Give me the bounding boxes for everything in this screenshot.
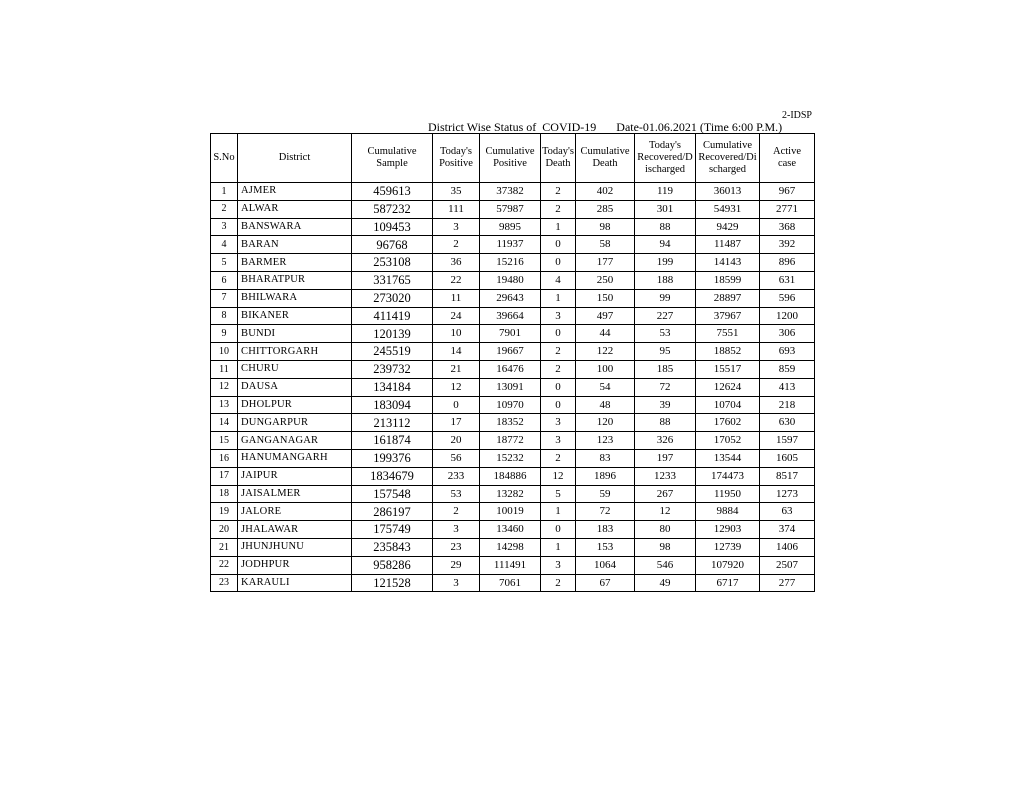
cell-cumulative-positive: 10970 (480, 396, 541, 414)
cell-active-case: 896 (760, 254, 815, 272)
cell-todays-recovered: 227 (635, 307, 696, 325)
cell-cumulative-positive: 111491 (480, 556, 541, 574)
cell-cumulative-recovered: 9884 (696, 503, 760, 521)
table-row (211, 467, 815, 485)
table-row (211, 485, 815, 503)
cell-cumulative-sample: 161874 (352, 432, 433, 450)
col-header-todays-death: Today's Death (541, 134, 576, 183)
cell-district: BARMER (238, 254, 352, 272)
cell-active-case: 2507 (760, 556, 815, 574)
table-row (211, 360, 815, 378)
col-header-sno: S.No (211, 134, 238, 183)
cell-active-case: 1273 (760, 485, 815, 503)
cell-todays-recovered: 199 (635, 254, 696, 272)
table-row (211, 378, 815, 396)
cell-cumulative-positive: 15232 (480, 449, 541, 467)
cell-todays-recovered: 88 (635, 414, 696, 432)
cell-active-case: 859 (760, 360, 815, 378)
cell-cumulative-death: 54 (576, 378, 635, 396)
cell-cumulative-recovered: 12624 (696, 378, 760, 396)
cell-cumulative-death: 122 (576, 343, 635, 361)
cell-district: BIKANER (238, 307, 352, 325)
cell-sno: 2 (211, 200, 238, 218)
cell-todays-recovered: 301 (635, 200, 696, 218)
cell-cumulative-positive: 184886 (480, 467, 541, 485)
col-header-todays-recovered: Today's Recovered/D ischarged (635, 134, 696, 183)
cell-cumulative-positive: 9895 (480, 218, 541, 236)
cell-todays-recovered: 94 (635, 236, 696, 254)
table-row (211, 521, 815, 539)
cell-todays-recovered: 1233 (635, 467, 696, 485)
cell-todays-death: 2 (541, 343, 576, 361)
cell-cumulative-recovered: 13544 (696, 449, 760, 467)
cell-active-case: 630 (760, 414, 815, 432)
cell-cumulative-recovered: 15517 (696, 360, 760, 378)
cell-todays-positive: 10 (433, 325, 480, 343)
report-date: Date-01.06.2021 (Time 6:00 P.M.) (616, 120, 783, 134)
cell-todays-positive: 23 (433, 538, 480, 556)
cell-cumulative-death: 402 (576, 183, 635, 201)
cell-sno: 1 (211, 183, 238, 201)
cell-cumulative-sample: 331765 (352, 271, 433, 289)
table-row (211, 538, 815, 556)
cell-cumulative-sample: 286197 (352, 503, 433, 521)
cell-cumulative-sample: 157548 (352, 485, 433, 503)
cell-cumulative-death: 183 (576, 521, 635, 539)
cell-cumulative-positive: 14298 (480, 538, 541, 556)
table-row (211, 343, 815, 361)
cell-cumulative-death: 98 (576, 218, 635, 236)
cell-cumulative-sample: 459613 (352, 183, 433, 201)
cell-todays-death: 3 (541, 307, 576, 325)
cell-cumulative-positive: 29643 (480, 289, 541, 307)
cell-todays-positive: 14 (433, 343, 480, 361)
cell-todays-recovered: 12 (635, 503, 696, 521)
table-row (211, 183, 815, 201)
cell-cumulative-sample: 121528 (352, 574, 433, 592)
cell-todays-death: 3 (541, 556, 576, 574)
cell-sno: 20 (211, 521, 238, 539)
cell-todays-recovered: 197 (635, 449, 696, 467)
cell-active-case: 693 (760, 343, 815, 361)
cell-cumulative-positive: 13282 (480, 485, 541, 503)
report-code: 2-IDSP (781, 110, 812, 121)
cell-sno: 5 (211, 254, 238, 272)
cell-cumulative-sample: 120139 (352, 325, 433, 343)
cell-todays-recovered: 188 (635, 271, 696, 289)
cell-active-case: 2771 (760, 200, 815, 218)
cell-cumulative-sample: 134184 (352, 378, 433, 396)
cell-todays-positive: 111 (433, 200, 480, 218)
cell-todays-death: 2 (541, 449, 576, 467)
cell-sno: 9 (211, 325, 238, 343)
cell-todays-positive: 2 (433, 236, 480, 254)
cell-active-case: 413 (760, 378, 815, 396)
cell-cumulative-recovered: 28897 (696, 289, 760, 307)
cell-cumulative-positive: 15216 (480, 254, 541, 272)
col-header-cumulative-death: Cumulative Death (576, 134, 635, 183)
cell-todays-death: 0 (541, 521, 576, 539)
cell-district: JODHPUR (238, 556, 352, 574)
cell-active-case: 277 (760, 574, 815, 592)
cell-cumulative-positive: 7061 (480, 574, 541, 592)
cell-cumulative-sample: 235843 (352, 538, 433, 556)
cell-active-case: 306 (760, 325, 815, 343)
cell-todays-death: 2 (541, 574, 576, 592)
cell-cumulative-positive: 10019 (480, 503, 541, 521)
table-row (211, 200, 815, 218)
cell-district: BHILWARA (238, 289, 352, 307)
cell-cumulative-recovered: 107920 (696, 556, 760, 574)
cell-cumulative-sample: 199376 (352, 449, 433, 467)
cell-district: AJMER (238, 183, 352, 201)
cell-cumulative-sample: 213112 (352, 414, 433, 432)
cell-cumulative-positive: 13091 (480, 378, 541, 396)
cell-district: HANUMANGARH (238, 449, 352, 467)
cell-cumulative-sample: 239732 (352, 360, 433, 378)
cell-cumulative-recovered: 6717 (696, 574, 760, 592)
cell-cumulative-positive: 18352 (480, 414, 541, 432)
cell-cumulative-sample: 411419 (352, 307, 433, 325)
cell-cumulative-sample: 587232 (352, 200, 433, 218)
cell-todays-recovered: 326 (635, 432, 696, 450)
table-row (211, 218, 815, 236)
cell-todays-recovered: 267 (635, 485, 696, 503)
cell-district: BARAN (238, 236, 352, 254)
cell-cumulative-recovered: 7551 (696, 325, 760, 343)
cell-cumulative-recovered: 9429 (696, 218, 760, 236)
cell-todays-death: 0 (541, 396, 576, 414)
cell-todays-positive: 35 (433, 183, 480, 201)
cell-district: BUNDI (238, 325, 352, 343)
table-row (211, 414, 815, 432)
table-row (211, 449, 815, 467)
cell-todays-positive: 11 (433, 289, 480, 307)
cell-cumulative-sample: 958286 (352, 556, 433, 574)
cell-sno: 10 (211, 343, 238, 361)
cell-district: BANSWARA (238, 218, 352, 236)
cell-todays-positive: 0 (433, 396, 480, 414)
cell-todays-positive: 56 (433, 449, 480, 467)
cell-todays-death: 3 (541, 432, 576, 450)
cell-cumulative-recovered: 12739 (696, 538, 760, 556)
cell-cumulative-positive: 37382 (480, 183, 541, 201)
cell-cumulative-recovered: 18599 (696, 271, 760, 289)
table-body (211, 183, 815, 592)
cell-todays-positive: 17 (433, 414, 480, 432)
cell-sno: 21 (211, 538, 238, 556)
cell-todays-death: 0 (541, 236, 576, 254)
cell-sno: 12 (211, 378, 238, 396)
col-header-district: District (238, 134, 352, 183)
table-header (211, 134, 815, 183)
cell-cumulative-death: 72 (576, 503, 635, 521)
cell-todays-recovered: 185 (635, 360, 696, 378)
cell-todays-recovered: 119 (635, 183, 696, 201)
cell-cumulative-death: 83 (576, 449, 635, 467)
table-row (211, 236, 815, 254)
cell-cumulative-positive: 39664 (480, 307, 541, 325)
cell-cumulative-death: 100 (576, 360, 635, 378)
cell-active-case: 1605 (760, 449, 815, 467)
cell-cumulative-recovered: 11487 (696, 236, 760, 254)
table-row (211, 574, 815, 592)
cell-cumulative-death: 59 (576, 485, 635, 503)
cell-sno: 19 (211, 503, 238, 521)
cell-todays-death: 5 (541, 485, 576, 503)
cell-sno: 4 (211, 236, 238, 254)
cell-district: JALORE (238, 503, 352, 521)
cell-todays-recovered: 546 (635, 556, 696, 574)
cell-todays-death: 1 (541, 289, 576, 307)
cell-cumulative-death: 250 (576, 271, 635, 289)
table-row (211, 325, 815, 343)
cell-todays-death: 0 (541, 325, 576, 343)
cell-active-case: 374 (760, 521, 815, 539)
cell-sno: 22 (211, 556, 238, 574)
cell-todays-death: 2 (541, 360, 576, 378)
cell-district: BHARATPUR (238, 271, 352, 289)
cell-todays-recovered: 72 (635, 378, 696, 396)
cell-sno: 11 (211, 360, 238, 378)
cell-todays-recovered: 39 (635, 396, 696, 414)
district-status-table (210, 133, 815, 592)
cell-todays-positive: 29 (433, 556, 480, 574)
cell-todays-recovered: 88 (635, 218, 696, 236)
cell-cumulative-positive: 11937 (480, 236, 541, 254)
cell-sno: 8 (211, 307, 238, 325)
cell-todays-positive: 3 (433, 218, 480, 236)
cell-cumulative-recovered: 54931 (696, 200, 760, 218)
cell-todays-death: 1 (541, 503, 576, 521)
cell-cumulative-recovered: 17052 (696, 432, 760, 450)
cell-cumulative-sample: 253108 (352, 254, 433, 272)
cell-cumulative-sample: 175749 (352, 521, 433, 539)
cell-todays-death: 0 (541, 378, 576, 396)
col-header-active-case: Active case (760, 134, 815, 183)
cell-cumulative-recovered: 37967 (696, 307, 760, 325)
cell-cumulative-positive: 57987 (480, 200, 541, 218)
cell-cumulative-sample: 1834679 (352, 467, 433, 485)
cell-active-case: 392 (760, 236, 815, 254)
cell-cumulative-sample: 109453 (352, 218, 433, 236)
cell-todays-recovered: 98 (635, 538, 696, 556)
col-header-cumulative-recovered: Cumulative Recovered/Di scharged (696, 134, 760, 183)
cell-active-case: 596 (760, 289, 815, 307)
cell-district: DUNGARPUR (238, 414, 352, 432)
cell-sno: 3 (211, 218, 238, 236)
cell-district: ALWAR (238, 200, 352, 218)
cell-todays-positive: 2 (433, 503, 480, 521)
table-row (211, 556, 815, 574)
cell-cumulative-death: 1064 (576, 556, 635, 574)
cell-cumulative-death: 150 (576, 289, 635, 307)
cell-todays-positive: 3 (433, 521, 480, 539)
cell-district: GANGANAGAR (238, 432, 352, 450)
cell-district: CHITTORGARH (238, 343, 352, 361)
cell-todays-positive: 53 (433, 485, 480, 503)
cell-cumulative-death: 58 (576, 236, 635, 254)
cell-active-case: 218 (760, 396, 815, 414)
cell-todays-death: 3 (541, 414, 576, 432)
col-header-cumulative-positive: Cumulative Positive (480, 134, 541, 183)
cell-todays-recovered: 95 (635, 343, 696, 361)
cell-cumulative-positive: 19480 (480, 271, 541, 289)
cell-sno: 16 (211, 449, 238, 467)
cell-cumulative-positive: 19667 (480, 343, 541, 361)
cell-todays-positive: 3 (433, 574, 480, 592)
cell-active-case: 1597 (760, 432, 815, 450)
table-row (211, 396, 815, 414)
cell-todays-positive: 22 (433, 271, 480, 289)
cell-todays-death: 1 (541, 538, 576, 556)
cell-active-case: 1200 (760, 307, 815, 325)
cell-cumulative-recovered: 10704 (696, 396, 760, 414)
cell-cumulative-death: 177 (576, 254, 635, 272)
cell-todays-death: 2 (541, 200, 576, 218)
cell-cumulative-positive: 13460 (480, 521, 541, 539)
cell-todays-death: 2 (541, 183, 576, 201)
cell-todays-positive: 36 (433, 254, 480, 272)
cell-todays-positive: 233 (433, 467, 480, 485)
cell-cumulative-positive: 16476 (480, 360, 541, 378)
cell-todays-recovered: 99 (635, 289, 696, 307)
cell-sno: 7 (211, 289, 238, 307)
cell-active-case: 1406 (760, 538, 815, 556)
cell-cumulative-sample: 96768 (352, 236, 433, 254)
cell-todays-recovered: 49 (635, 574, 696, 592)
cell-cumulative-recovered: 36013 (696, 183, 760, 201)
cell-district: DHOLPUR (238, 396, 352, 414)
table-row (211, 254, 815, 272)
table-row (211, 432, 815, 450)
cell-todays-death: 1 (541, 218, 576, 236)
cell-todays-death: 12 (541, 467, 576, 485)
cell-sno: 15 (211, 432, 238, 450)
cell-todays-positive: 24 (433, 307, 480, 325)
cell-district: JHALAWAR (238, 521, 352, 539)
cell-district: KARAULI (238, 574, 352, 592)
cell-district: JAIPUR (238, 467, 352, 485)
cell-cumulative-death: 67 (576, 574, 635, 592)
cell-cumulative-recovered: 18852 (696, 343, 760, 361)
table-row (211, 271, 815, 289)
cell-active-case: 63 (760, 503, 815, 521)
table-row (211, 289, 815, 307)
cell-sno: 14 (211, 414, 238, 432)
cell-cumulative-sample: 183094 (352, 396, 433, 414)
cell-cumulative-recovered: 174473 (696, 467, 760, 485)
cell-district: JAISALMER (238, 485, 352, 503)
cell-sno: 23 (211, 574, 238, 592)
table-row (211, 307, 815, 325)
cell-todays-death: 4 (541, 271, 576, 289)
cell-cumulative-recovered: 11950 (696, 485, 760, 503)
cell-cumulative-recovered: 17602 (696, 414, 760, 432)
cell-todays-recovered: 80 (635, 521, 696, 539)
cell-cumulative-sample: 273020 (352, 289, 433, 307)
cell-cumulative-death: 120 (576, 414, 635, 432)
cell-cumulative-death: 153 (576, 538, 635, 556)
cell-todays-death: 0 (541, 254, 576, 272)
cell-cumulative-death: 497 (576, 307, 635, 325)
cell-sno: 18 (211, 485, 238, 503)
cell-sno: 13 (211, 396, 238, 414)
cell-sno: 17 (211, 467, 238, 485)
cell-cumulative-death: 285 (576, 200, 635, 218)
header-row (211, 134, 815, 183)
cell-todays-positive: 12 (433, 378, 480, 396)
cell-active-case: 368 (760, 218, 815, 236)
cell-active-case: 967 (760, 183, 815, 201)
cell-cumulative-sample: 245519 (352, 343, 433, 361)
cell-district: DAUSA (238, 378, 352, 396)
cell-cumulative-death: 1896 (576, 467, 635, 485)
cell-cumulative-death: 123 (576, 432, 635, 450)
cell-active-case: 8517 (760, 467, 815, 485)
cell-cumulative-recovered: 14143 (696, 254, 760, 272)
table-row (211, 503, 815, 521)
col-header-cumulative-sample: Cumulative Sample (352, 134, 433, 183)
cell-active-case: 631 (760, 271, 815, 289)
cell-todays-positive: 20 (433, 432, 480, 450)
document-title: District Wise Status of COVID-19 (428, 120, 597, 134)
col-header-todays-positive: Today's Positive (433, 134, 480, 183)
cell-sno: 6 (211, 271, 238, 289)
cell-cumulative-death: 48 (576, 396, 635, 414)
cell-cumulative-positive: 7901 (480, 325, 541, 343)
cell-district: CHURU (238, 360, 352, 378)
cell-district: JHUNJHUNU (238, 538, 352, 556)
cell-cumulative-recovered: 12903 (696, 521, 760, 539)
cell-cumulative-positive: 18772 (480, 432, 541, 450)
cell-cumulative-death: 44 (576, 325, 635, 343)
cell-todays-recovered: 53 (635, 325, 696, 343)
cell-todays-positive: 21 (433, 360, 480, 378)
